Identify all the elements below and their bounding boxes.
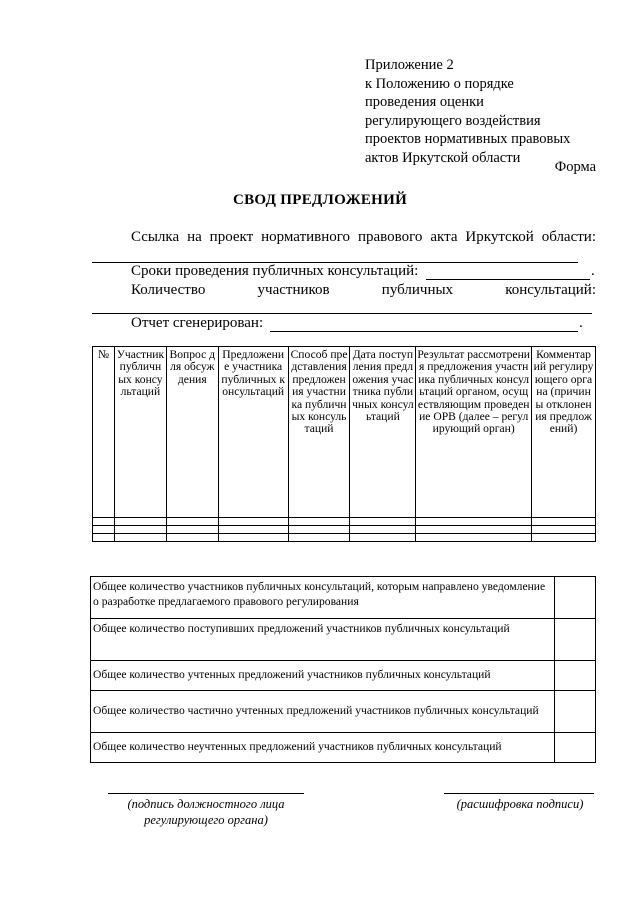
appendix-line: проведения оценки (365, 94, 484, 111)
table-cell[interactable] (114, 534, 166, 542)
count-field-underline[interactable] (92, 313, 592, 314)
summary-label: Общее количество учтенных предложений участников публичных консультаций (91, 661, 555, 691)
table-row (93, 534, 596, 542)
table-cell[interactable] (288, 518, 350, 526)
header-cell-received-date: Дата поступления предложения участника публичных консультаций (350, 347, 416, 518)
header-cell-number: № (93, 347, 115, 518)
terms-field-label: Сроки проведения публичных консультаций: (131, 263, 419, 279)
count-field-label (131, 282, 596, 299)
label-word: области: (541, 229, 596, 245)
table-row (93, 518, 596, 526)
table-cell[interactable] (416, 534, 532, 542)
label-word: Иркутской (465, 229, 534, 245)
table-cell[interactable] (218, 518, 288, 526)
table-cell[interactable] (532, 534, 596, 542)
label-word: на (187, 229, 202, 245)
summary-label: Общее количество участников публичных консультаций, которым направлено уведомление о разработке предлагаемого правового регулирования (91, 577, 555, 619)
table-cell[interactable] (166, 518, 218, 526)
label-word: правового (357, 229, 423, 245)
label-word: проект (209, 229, 254, 245)
header-cell-proposal: Предложение участника публичных консультаций (218, 347, 288, 518)
label-word: Ссылка (131, 229, 180, 245)
form-label: Форма (554, 159, 596, 175)
table-cell[interactable] (166, 526, 218, 534)
table-cell[interactable] (218, 534, 288, 542)
summary-row (91, 661, 596, 691)
appendix-line: актов Иркутской области (365, 149, 521, 166)
signature-caption-right: (расшифровка подписи) (456, 797, 584, 811)
signature-caption-left (96, 796, 316, 828)
summary-table (90, 576, 596, 763)
label-word: публичных (381, 282, 454, 298)
table-cell[interactable] (93, 518, 115, 526)
table-row (93, 526, 596, 534)
summary-value-cell[interactable] (555, 691, 596, 733)
header-cell-submission-method: Способ представления предложения участника публичных консультаций (288, 347, 350, 518)
appendix-line: проектов нормативных правовых (365, 131, 571, 148)
summary-row (91, 577, 596, 619)
summary-value-cell[interactable] (555, 619, 596, 661)
summary-row (91, 733, 596, 763)
appendix-header (365, 56, 570, 168)
table-cell[interactable] (350, 526, 416, 534)
signature-caption-line: регулирующего органа) (144, 813, 268, 827)
table-cell[interactable] (114, 518, 166, 526)
report-field-label: Отчет сгенерирован: (131, 315, 264, 331)
table-cell[interactable] (288, 534, 350, 542)
summary-value-cell[interactable] (555, 661, 596, 691)
table-cell[interactable] (350, 518, 416, 526)
summary-row (91, 619, 596, 661)
table-cell[interactable] (532, 526, 596, 534)
table-cell[interactable] (93, 526, 115, 534)
table-cell[interactable] (93, 534, 115, 542)
proposals-table (92, 346, 596, 542)
table-cell[interactable] (416, 518, 532, 526)
label-word: акта (430, 229, 458, 245)
table-cell[interactable] (288, 526, 350, 534)
label-word: участников (257, 282, 330, 298)
signature-caption-line: (подпись должностного лица (127, 797, 285, 811)
link-field-label (131, 229, 596, 246)
summary-label: Общее количество неучтенных предложений участников публичных консультаций (91, 733, 555, 763)
header-cell-participant: Участник публичных консультаций (114, 347, 166, 518)
report-field-period: . (579, 315, 583, 331)
table-header-row (93, 347, 596, 518)
appendix-line: Приложение 2 (365, 57, 454, 73)
label-word: Количество (131, 282, 206, 298)
appendix-line: к Положению о порядке (365, 75, 514, 92)
report-field-underline[interactable] (270, 331, 578, 332)
signature-line-left[interactable] (108, 793, 304, 794)
document-title: СВОД ПРЕДЛОЖЕНИЙ (232, 192, 408, 208)
table-cell[interactable] (218, 526, 288, 534)
appendix-line: регулирующего воздействия (365, 112, 541, 129)
label-word: консультаций: (505, 282, 596, 298)
summary-label: Общее количество поступивших предложений участников публичных консультаций (91, 619, 555, 661)
table-cell[interactable] (114, 526, 166, 534)
terms-field-underline[interactable] (426, 279, 590, 280)
table-cell[interactable] (416, 526, 532, 534)
terms-field-period: . (591, 263, 595, 279)
header-cell-comment: Комментарий регулирующего органа (причины отклонения предложений) (532, 347, 596, 518)
summary-row (91, 691, 596, 733)
label-word: нормативного (261, 229, 351, 245)
summary-label: Общее количество частично учтенных предложений участников публичных консультаций (91, 691, 555, 733)
summary-value-cell[interactable] (555, 733, 596, 763)
summary-value-cell[interactable] (555, 577, 596, 619)
table-cell[interactable] (350, 534, 416, 542)
header-cell-question: Вопрос для обсуждения (166, 347, 218, 518)
table-cell[interactable] (532, 518, 596, 526)
signature-line-right[interactable] (444, 793, 594, 794)
table-cell[interactable] (166, 534, 218, 542)
header-cell-review-result: Результат рассмотрения предложения участника публичных консультаций органом, осуществляющим проведение ОРВ (далее – регулирующий орган) (416, 347, 532, 518)
